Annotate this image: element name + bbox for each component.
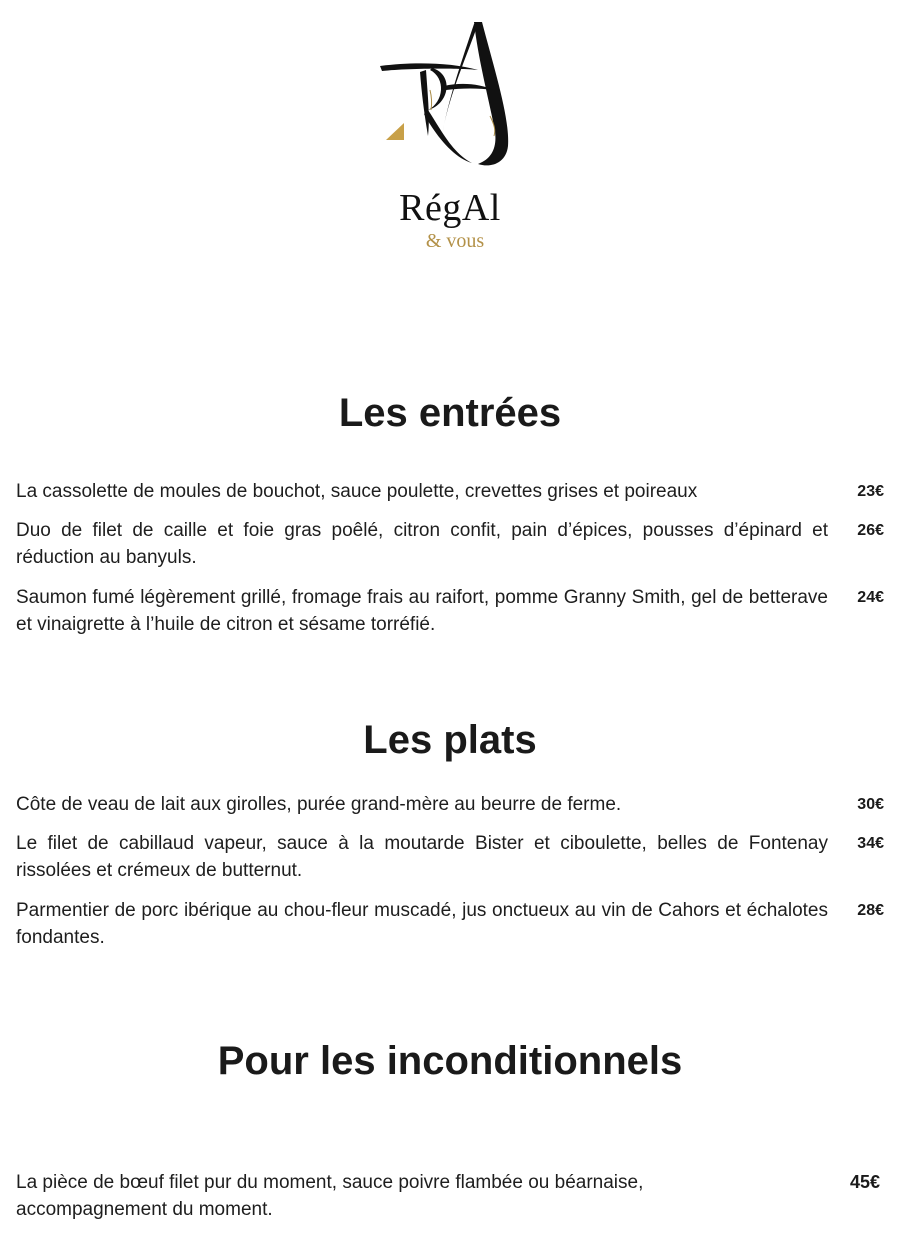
brand-subtitle: & vous	[425, 230, 485, 252]
restaurant-logo	[370, 18, 530, 252]
menu-item-price: 30€	[857, 796, 884, 813]
logo-monogram-icon	[370, 18, 530, 178]
menu-item-price: 45€	[849, 1172, 880, 1192]
menu-item-description: Parmentier de porc ibérique au chou-fleur muscadé, jus onctueux au vin de Cahors et échalotes fondantes.	[16, 900, 828, 948]
menu-item-description: Côte de veau de lait aux girolles, purée grand-mère au beurre de ferme.	[16, 794, 622, 815]
menu-item-description-line: La pièce de bœuf filet pur du moment, sauce poivre flambée ou béarnaise,	[16, 1172, 644, 1193]
menu-item-price: 24€	[857, 589, 884, 606]
menu-item-description: La cassolette de moules de bouchot, sauce poulette, crevettes grises et poireaux	[16, 481, 698, 502]
menu-item-description-line: accompagnement du moment.	[16, 1199, 273, 1220]
menu-item-price: 28€	[857, 902, 884, 919]
menu-item-price: 26€	[857, 522, 884, 539]
menu-item-description: Le filet de cabillaud vapeur, sauce à la moutarde Bister et ciboulette, belles de Fontenay rissolées et crémeux de butternut.	[16, 833, 828, 881]
section-title-entrees: Les entrées	[338, 391, 562, 435]
brand-name: RégAl	[399, 187, 501, 229]
menu-item-price: 34€	[857, 835, 884, 852]
section-title-inconditionnels: Pour les inconditionnels	[217, 1039, 683, 1083]
menu-item	[16, 791, 884, 818]
section-title-plats: Les plats	[363, 718, 537, 762]
menu-item	[16, 478, 884, 505]
menu-item	[16, 897, 884, 951]
menu-item-price: 23€	[857, 483, 884, 500]
menu-item	[16, 830, 884, 884]
menu-item	[16, 584, 884, 638]
menu-item	[16, 517, 884, 571]
menu-item	[16, 1169, 884, 1223]
menu-item-description	[16, 1169, 828, 1223]
menu-item-description: Saumon fumé légèrement grillé, fromage frais au raifort, pomme Granny Smith, gel de betterave et vinaigrette à l’huile de citron et sésame torréfié.	[16, 587, 828, 635]
menu-item-description: Duo de filet de caille et foie gras poêlé, citron confit, pain d’épices, pousses d’épinard et réduction au banyuls.	[16, 520, 828, 568]
